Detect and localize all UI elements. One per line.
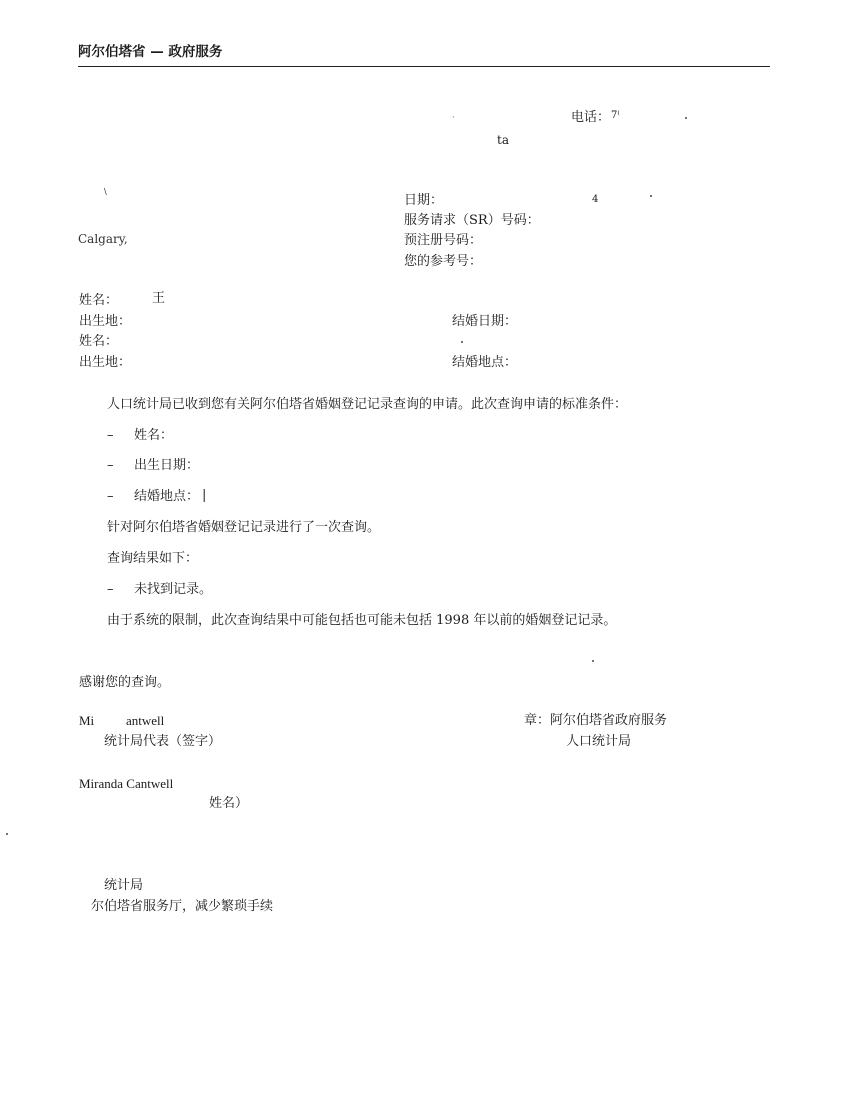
signer-name-caption: 姓名） xyxy=(209,796,249,811)
phone-value: 7⁽ xyxy=(611,110,620,121)
date-value: 4 xyxy=(592,194,599,205)
marriage-date-label: 结婚日期： xyxy=(452,314,518,329)
signer-partial-left: Mi xyxy=(79,713,95,728)
signer-printed-name: Miranda Cantwell xyxy=(79,776,174,791)
result-dash-1: – xyxy=(107,582,114,597)
your-reference-label: 您的参考号： xyxy=(404,254,483,269)
scan-speck xyxy=(592,660,594,662)
preregistration-label: 预注册号码： xyxy=(404,233,483,248)
header-rule xyxy=(78,66,770,67)
criteria-marriage-place-label: 结婚地点： xyxy=(134,489,200,504)
intro-paragraph: 人口统计局已收到您有关阿尔伯塔省婚姻登记记录查询的申请。此次查询申请的标准条件： xyxy=(107,397,628,412)
party2-name-label: 姓名： xyxy=(79,334,119,349)
party1-name-label: 姓名： xyxy=(79,293,119,308)
footer-line-1: 统计局 xyxy=(104,878,144,893)
criteria-dash-1: – xyxy=(107,428,114,443)
phone-label: 电话： xyxy=(571,110,611,125)
footer-line-2: 尔伯塔省服务厅，减少繁琐手续 xyxy=(91,899,274,914)
limitation-text: 由于系统的限制，此次查询结果中可能包括也可能未包括 1998 年以前的婚姻登记记录。 xyxy=(107,613,617,628)
search-performed-text: 针对阿尔伯塔省婚姻登记记录进行了一次查询。 xyxy=(107,520,381,535)
party1-name-value: 王 xyxy=(152,291,166,306)
scan-speck xyxy=(6,833,8,835)
criteria-birthdate-label: 出生日期： xyxy=(134,458,200,473)
address-fragment-1: \ xyxy=(104,187,107,196)
sr-number-label: 服务请求（SR）号码： xyxy=(404,213,540,228)
party1-birthplace-label: 出生地： xyxy=(79,314,132,329)
contact-fragment: ta xyxy=(497,133,509,147)
criteria-name-label: 姓名： xyxy=(134,428,174,443)
thanks-text: 感谢您的查询。 xyxy=(79,675,171,690)
results-label: 查询结果如下： xyxy=(107,551,199,566)
signer-role: 统计局代表（签字） xyxy=(104,734,222,749)
seal-line-1: 章：阿尔伯塔省政府服务 xyxy=(524,713,668,728)
criteria-dash-3: – xyxy=(107,489,114,504)
seal-line-2: 人口统计局 xyxy=(566,734,632,749)
party2-birthplace-label: 出生地： xyxy=(79,355,132,370)
marriage-place-label: 结婚地点： xyxy=(452,355,518,370)
scan-speck xyxy=(461,341,463,343)
signer-partial-right: antwell xyxy=(126,713,165,728)
scan-speck xyxy=(650,195,652,197)
redaction-speck: · xyxy=(452,113,455,122)
criteria-dash-2: – xyxy=(107,458,114,473)
address-fragment-city: Calgary, xyxy=(78,232,128,246)
criteria-marriage-place-value: | xyxy=(202,488,207,503)
page-header-title: 阿尔伯塔省 — 政府服务 xyxy=(78,44,223,60)
scan-speck xyxy=(685,117,687,119)
result-text-1: 未找到记录。 xyxy=(134,582,213,597)
date-label: 日期： xyxy=(404,193,444,208)
